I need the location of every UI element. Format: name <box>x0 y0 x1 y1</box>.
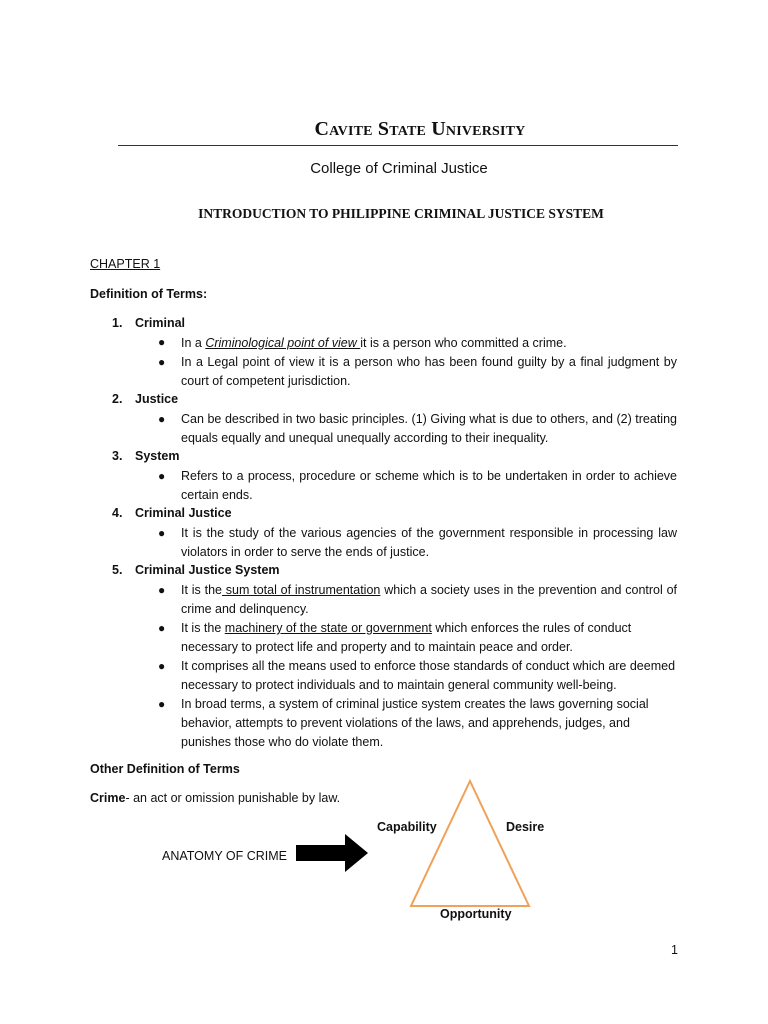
bullet-icon: ● <box>158 355 166 369</box>
bullet-icon: ● <box>158 335 166 349</box>
term-number: 1. <box>112 316 123 330</box>
term-name: Criminal Justice System <box>135 563 280 577</box>
anatomy-of-crime-label: ANATOMY OF CRIME <box>162 849 288 863</box>
crime-definition <box>90 791 340 805</box>
term-heading <box>112 316 185 330</box>
term-bullet-text: It is the sum total of instrumentation which a society uses in the prevention and control of crime and delinquency. <box>181 583 677 616</box>
bullet-icon: ● <box>158 526 166 540</box>
term-number: 3. <box>112 449 123 463</box>
bullet-icon: ● <box>158 697 166 711</box>
term-number: 2. <box>112 392 123 406</box>
bullet-icon: ● <box>158 659 166 673</box>
emphasis-text: machinery of the state or government <box>224 621 432 635</box>
bullet-icon: ● <box>158 469 166 483</box>
term-number: 4. <box>112 506 123 520</box>
bullet-icon: ● <box>158 621 166 635</box>
term-heading <box>112 563 280 577</box>
emphasis-text: Criminological point of view <box>205 336 361 350</box>
page-number: 1 <box>671 943 678 957</box>
term-heading <box>112 506 232 520</box>
college-name: College of Criminal Justice <box>310 160 488 177</box>
triangle-label-desire: Desire <box>506 820 545 834</box>
term-name: Criminal Justice <box>135 506 232 520</box>
bullet-icon: ● <box>158 412 166 426</box>
crime-triangle-diagram <box>405 775 535 915</box>
term-bullet-text: It is the study of the various agencies of the government responsible in processing law violators in order to serve the ends of justice. <box>181 526 677 559</box>
term-bullet-text: In broad terms, a system of criminal justice system creates the laws governing social behavior, attempts to prevent violations of the laws, and apprehends, judges, and punishes those who do violate them. <box>181 697 649 749</box>
term-name: System <box>135 449 180 463</box>
term-heading <box>112 392 178 406</box>
emphasis-text: sum total of instrumentation <box>221 583 381 597</box>
term-name: Justice <box>135 392 179 406</box>
crime-text: - an act or omission punishable by law. <box>125 791 341 805</box>
header-rule <box>118 145 678 146</box>
bullet-icon: ● <box>158 583 166 597</box>
crime-term: Crime <box>90 791 126 805</box>
arrow-right-icon <box>290 828 375 878</box>
term-number: 5. <box>112 563 123 577</box>
term-bullet-text: It is the machinery of the state or government which enforces the rules of conduct necessary to protect life and property and to maintain peace and order. <box>181 621 632 654</box>
chapter-heading: CHAPTER 1 <box>90 257 161 271</box>
triangle-label-capability: Capability <box>377 820 437 834</box>
term-bullet-text: It comprises all the means used to enforce those standards of conduct which are deemed necessary to protect individuals and to maintain general community well-being. <box>181 659 676 692</box>
course-title: INTRODUCTION TO PHILIPPINE CRIMINAL JUSTICE SYSTEM <box>198 206 604 221</box>
term-bullet-text: Can be described in two basic principles. (1) Giving what is due to others, and (2) treating equals equally and unequal unequally according to their inequality. <box>181 412 677 445</box>
triangle-label-opportunity: Opportunity <box>440 907 512 921</box>
definition-heading: Definition of Terms: <box>90 287 208 301</box>
university-name: Cavite State University <box>314 118 526 140</box>
other-definition-heading: Other Definition of Terms <box>90 762 240 776</box>
term-bullet-text: Refers to a process, procedure or scheme which is to be undertaken in order to achieve certain ends. <box>181 469 677 502</box>
term-name: Criminal <box>135 316 186 330</box>
term-heading <box>112 449 179 463</box>
term-bullet-text: In a Criminological point of view it is a person who committed a crime. <box>181 336 567 350</box>
term-bullet-text: In a Legal point of view it is a person who has been found guilty by a final judgment by court of competent jurisdiction. <box>181 355 677 388</box>
